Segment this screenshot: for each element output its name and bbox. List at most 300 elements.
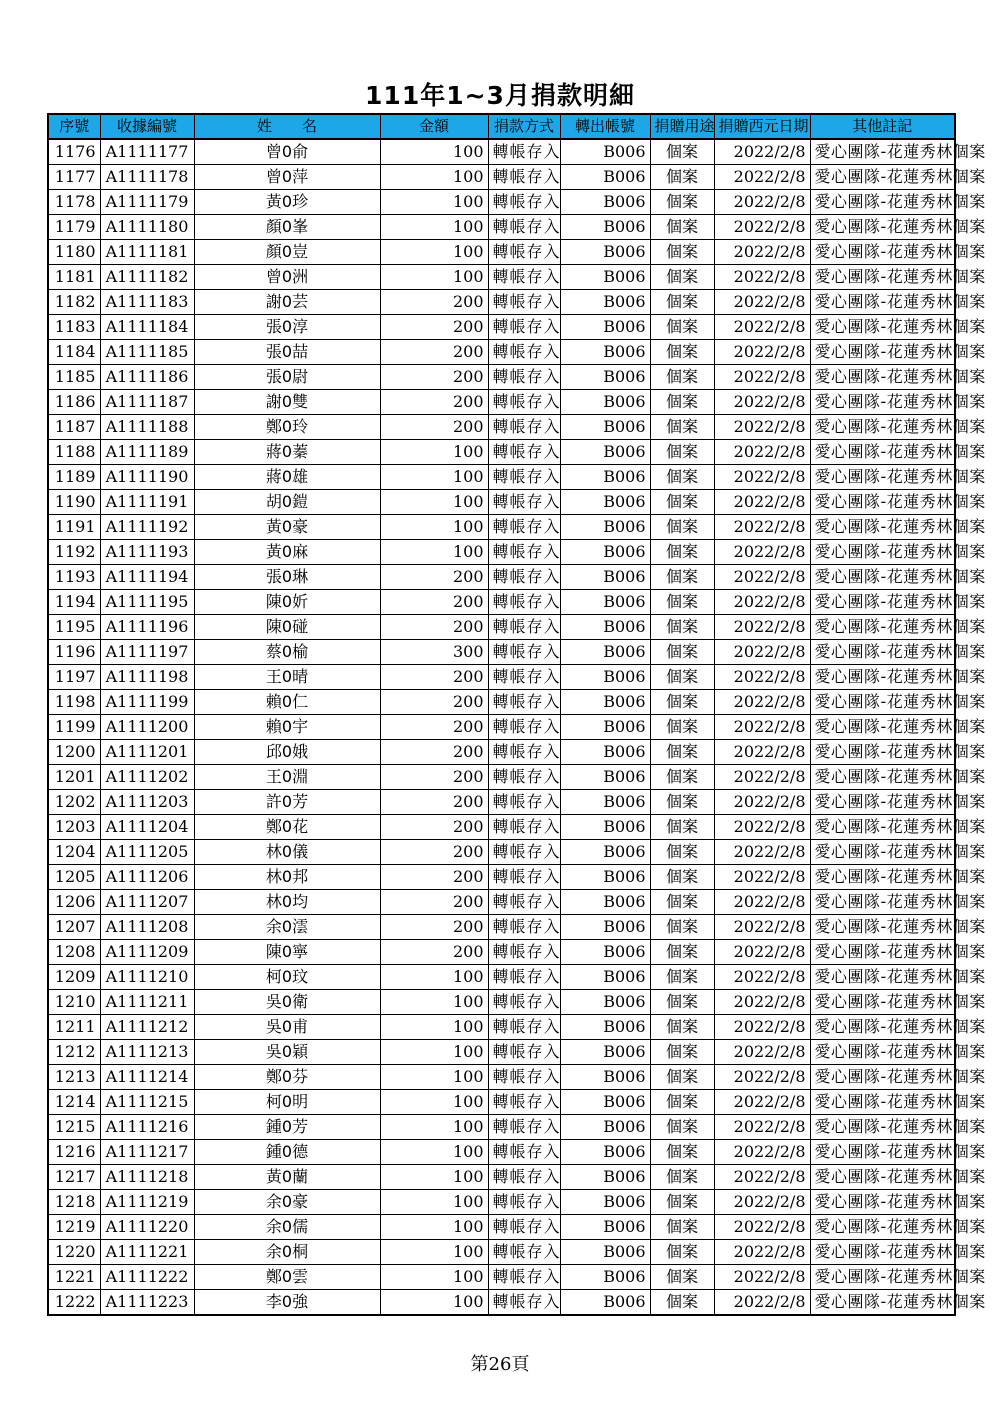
account-cell: B006 — [560, 965, 650, 990]
name-cell: 曾0俞 — [194, 139, 380, 165]
note-cell: 愛心團隊-花蓮秀林個案 — [810, 190, 955, 215]
method-cell: 轉帳存入 — [488, 540, 560, 565]
purpose-cell: 個案 — [650, 1215, 714, 1240]
date-cell: 2022/2/8 — [714, 1115, 810, 1140]
name-cell: 王0淵 — [194, 765, 380, 790]
date-cell: 2022/2/8 — [714, 240, 810, 265]
method-cell: 轉帳存入 — [488, 1040, 560, 1065]
name-cell: 顏0豈 — [194, 240, 380, 265]
header-name: 姓 名 — [194, 114, 380, 139]
note-cell: 愛心團隊-花蓮秀林個案 — [810, 415, 955, 440]
table-row — [48, 340, 955, 365]
date-cell: 2022/2/8 — [714, 865, 810, 890]
purpose-cell: 個案 — [650, 815, 714, 840]
table-row — [48, 1090, 955, 1115]
name-cell: 蔡0榆 — [194, 640, 380, 665]
method-cell: 轉帳存入 — [488, 440, 560, 465]
name-cell: 胡0鎧 — [194, 490, 380, 515]
method-cell: 轉帳存入 — [488, 740, 560, 765]
account-cell: B006 — [560, 690, 650, 715]
receipt-no-cell: A1111189 — [100, 440, 194, 465]
method-cell: 轉帳存入 — [488, 315, 560, 340]
amount-cell: 200 — [380, 940, 488, 965]
table-row — [48, 815, 955, 840]
account-cell: B006 — [560, 590, 650, 615]
table-row — [48, 715, 955, 740]
account-cell: B006 — [560, 915, 650, 940]
date-cell: 2022/2/8 — [714, 1140, 810, 1165]
table-row — [48, 240, 955, 265]
purpose-cell: 個案 — [650, 940, 714, 965]
table-row — [48, 1165, 955, 1190]
note-cell: 愛心團隊-花蓮秀林個案 — [810, 1040, 955, 1065]
table-row — [48, 1065, 955, 1090]
receipt-no-cell: A1111218 — [100, 1165, 194, 1190]
method-cell: 轉帳存入 — [488, 190, 560, 215]
date-cell: 2022/2/8 — [714, 765, 810, 790]
receipt-no-cell: A1111190 — [100, 465, 194, 490]
account-cell: B006 — [560, 139, 650, 165]
purpose-cell: 個案 — [650, 1115, 714, 1140]
date-cell: 2022/2/8 — [714, 265, 810, 290]
receipt-no-cell: A1111203 — [100, 790, 194, 815]
table-row — [48, 215, 955, 240]
note-cell: 愛心團隊-花蓮秀林個案 — [810, 215, 955, 240]
purpose-cell: 個案 — [650, 139, 714, 165]
table-row — [48, 990, 955, 1015]
table-row — [48, 390, 955, 415]
account-cell: B006 — [560, 290, 650, 315]
name-cell: 顏0峯 — [194, 215, 380, 240]
note-cell: 愛心團隊-花蓮秀林個案 — [810, 315, 955, 340]
account-cell: B006 — [560, 440, 650, 465]
amount-cell: 100 — [380, 1040, 488, 1065]
name-cell: 林0邦 — [194, 865, 380, 890]
note-cell: 愛心團隊-花蓮秀林個案 — [810, 1090, 955, 1115]
table-row — [48, 315, 955, 340]
date-cell: 2022/2/8 — [714, 390, 810, 415]
serial-cell: 1199 — [48, 715, 100, 740]
name-cell: 林0均 — [194, 890, 380, 915]
date-cell: 2022/2/8 — [714, 515, 810, 540]
method-cell: 轉帳存入 — [488, 165, 560, 190]
account-cell: B006 — [560, 615, 650, 640]
name-cell: 吳0甫 — [194, 1015, 380, 1040]
name-cell: 林0儀 — [194, 840, 380, 865]
purpose-cell: 個案 — [650, 715, 714, 740]
table-row — [48, 165, 955, 190]
amount-cell: 100 — [380, 240, 488, 265]
receipt-no-cell: A1111204 — [100, 815, 194, 840]
name-cell: 謝0雙 — [194, 390, 380, 415]
header-amount: 金額 — [380, 114, 488, 139]
name-cell: 賴0宇 — [194, 715, 380, 740]
table-row — [48, 1040, 955, 1065]
receipt-no-cell: A1111206 — [100, 865, 194, 890]
method-cell: 轉帳存入 — [488, 665, 560, 690]
name-cell: 許0芳 — [194, 790, 380, 815]
account-cell: B006 — [560, 1290, 650, 1316]
purpose-cell: 個案 — [650, 240, 714, 265]
amount-cell: 200 — [380, 340, 488, 365]
serial-cell: 1190 — [48, 490, 100, 515]
date-cell: 2022/2/8 — [714, 665, 810, 690]
table-row — [48, 665, 955, 690]
purpose-cell: 個案 — [650, 165, 714, 190]
purpose-cell: 個案 — [650, 990, 714, 1015]
method-cell: 轉帳存入 — [488, 715, 560, 740]
serial-cell: 1206 — [48, 890, 100, 915]
name-cell: 賴0仁 — [194, 690, 380, 715]
name-cell: 蔣0雄 — [194, 465, 380, 490]
note-cell: 愛心團隊-花蓮秀林個案 — [810, 540, 955, 565]
note-cell: 愛心團隊-花蓮秀林個案 — [810, 365, 955, 390]
receipt-no-cell: A1111195 — [100, 590, 194, 615]
purpose-cell: 個案 — [650, 415, 714, 440]
note-cell: 愛心團隊-花蓮秀林個案 — [810, 890, 955, 915]
receipt-no-cell: A1111219 — [100, 1190, 194, 1215]
method-cell: 轉帳存入 — [488, 965, 560, 990]
note-cell: 愛心團隊-花蓮秀林個案 — [810, 715, 955, 740]
table-row — [48, 965, 955, 990]
table-row — [48, 1115, 955, 1140]
method-cell: 轉帳存入 — [488, 1190, 560, 1215]
table-row — [48, 1265, 955, 1290]
purpose-cell: 個案 — [650, 565, 714, 590]
account-cell: B006 — [560, 740, 650, 765]
amount-cell: 200 — [380, 365, 488, 390]
method-cell: 轉帳存入 — [488, 1115, 560, 1140]
amount-cell: 200 — [380, 565, 488, 590]
receipt-no-cell: A1111207 — [100, 890, 194, 915]
purpose-cell: 個案 — [650, 465, 714, 490]
name-cell: 黃0蘭 — [194, 1165, 380, 1190]
purpose-cell: 個案 — [650, 540, 714, 565]
date-cell: 2022/2/8 — [714, 365, 810, 390]
note-cell: 愛心團隊-花蓮秀林個案 — [810, 840, 955, 865]
serial-cell: 1213 — [48, 1065, 100, 1090]
name-cell: 黃0豪 — [194, 515, 380, 540]
account-cell: B006 — [560, 940, 650, 965]
amount-cell: 100 — [380, 190, 488, 215]
amount-cell: 100 — [380, 1215, 488, 1240]
amount-cell: 100 — [380, 990, 488, 1015]
serial-cell: 1197 — [48, 665, 100, 690]
amount-cell: 100 — [380, 965, 488, 990]
method-cell: 轉帳存入 — [488, 865, 560, 890]
amount-cell: 100 — [380, 1240, 488, 1265]
account-cell: B006 — [560, 865, 650, 890]
purpose-cell: 個案 — [650, 840, 714, 865]
purpose-cell: 個案 — [650, 590, 714, 615]
purpose-cell: 個案 — [650, 1290, 714, 1316]
receipt-no-cell: A1111216 — [100, 1115, 194, 1140]
table-row — [48, 740, 955, 765]
name-cell: 余0儒 — [194, 1215, 380, 1240]
date-cell: 2022/2/8 — [714, 1015, 810, 1040]
account-cell: B006 — [560, 815, 650, 840]
serial-cell: 1177 — [48, 165, 100, 190]
table-row — [48, 290, 955, 315]
date-cell: 2022/2/8 — [714, 165, 810, 190]
receipt-no-cell: A1111221 — [100, 1240, 194, 1265]
note-cell: 愛心團隊-花蓮秀林個案 — [810, 740, 955, 765]
receipt-no-cell: A1111196 — [100, 615, 194, 640]
purpose-cell: 個案 — [650, 190, 714, 215]
date-cell: 2022/2/8 — [714, 415, 810, 440]
name-cell: 余0澐 — [194, 915, 380, 940]
serial-cell: 1211 — [48, 1015, 100, 1040]
serial-cell: 1192 — [48, 540, 100, 565]
method-cell: 轉帳存入 — [488, 265, 560, 290]
table-row — [48, 440, 955, 465]
receipt-no-cell: A1111208 — [100, 915, 194, 940]
table-row — [48, 1215, 955, 1240]
method-cell: 轉帳存入 — [488, 1015, 560, 1040]
name-cell: 曾0洲 — [194, 265, 380, 290]
purpose-cell: 個案 — [650, 390, 714, 415]
table-body — [48, 139, 986, 1315]
table-row — [48, 840, 955, 865]
serial-cell: 1188 — [48, 440, 100, 465]
receipt-no-cell: A1111181 — [100, 240, 194, 265]
table-row — [48, 765, 955, 790]
date-cell: 2022/2/8 — [714, 740, 810, 765]
account-cell: B006 — [560, 1040, 650, 1065]
purpose-cell: 個案 — [650, 640, 714, 665]
amount-cell: 100 — [380, 1190, 488, 1215]
date-cell: 2022/2/8 — [714, 1165, 810, 1190]
date-cell: 2022/2/8 — [714, 1190, 810, 1215]
account-cell: B006 — [560, 265, 650, 290]
amount-cell: 100 — [380, 1015, 488, 1040]
serial-cell: 1179 — [48, 215, 100, 240]
header-account: 轉出帳號 — [560, 114, 650, 139]
method-cell: 轉帳存入 — [488, 139, 560, 165]
amount-cell: 200 — [380, 715, 488, 740]
date-cell: 2022/2/8 — [714, 915, 810, 940]
serial-cell: 1198 — [48, 690, 100, 715]
amount-cell: 300 — [380, 640, 488, 665]
purpose-cell: 個案 — [650, 865, 714, 890]
name-cell: 鄭0花 — [194, 815, 380, 840]
purpose-cell: 個案 — [650, 1140, 714, 1165]
table-row — [48, 365, 955, 390]
note-cell: 愛心團隊-花蓮秀林個案 — [810, 515, 955, 540]
receipt-no-cell: A1111213 — [100, 1040, 194, 1065]
name-cell: 張0琳 — [194, 565, 380, 590]
table-row — [48, 940, 955, 965]
account-cell: B006 — [560, 1115, 650, 1140]
amount-cell: 200 — [380, 290, 488, 315]
date-cell: 2022/2/8 — [714, 1065, 810, 1090]
amount-cell: 200 — [380, 415, 488, 440]
date-cell: 2022/2/8 — [714, 215, 810, 240]
serial-cell: 1195 — [48, 615, 100, 640]
name-cell: 陳0寧 — [194, 940, 380, 965]
table-row — [48, 190, 955, 215]
account-cell: B006 — [560, 190, 650, 215]
note-cell: 愛心團隊-花蓮秀林個案 — [810, 490, 955, 515]
purpose-cell: 個案 — [650, 315, 714, 340]
table-row — [48, 590, 955, 615]
method-cell: 轉帳存入 — [488, 240, 560, 265]
purpose-cell: 個案 — [650, 1165, 714, 1190]
account-cell: B006 — [560, 1240, 650, 1265]
serial-cell: 1189 — [48, 465, 100, 490]
amount-cell: 200 — [380, 790, 488, 815]
serial-cell: 1214 — [48, 1090, 100, 1115]
purpose-cell: 個案 — [650, 1090, 714, 1115]
note-cell: 愛心團隊-花蓮秀林個案 — [810, 1140, 955, 1165]
account-cell: B006 — [560, 1215, 650, 1240]
account-cell: B006 — [560, 1140, 650, 1165]
date-cell: 2022/2/8 — [714, 640, 810, 665]
table-row — [48, 865, 955, 890]
purpose-cell: 個案 — [650, 1190, 714, 1215]
account-cell: B006 — [560, 990, 650, 1015]
account-cell: B006 — [560, 715, 650, 740]
note-cell: 愛心團隊-花蓮秀林個案 — [810, 465, 955, 490]
method-cell: 轉帳存入 — [488, 940, 560, 965]
table-row — [48, 690, 955, 715]
method-cell: 轉帳存入 — [488, 1240, 560, 1265]
date-cell: 2022/2/8 — [714, 840, 810, 865]
name-cell: 李0強 — [194, 1290, 380, 1316]
method-cell: 轉帳存入 — [488, 465, 560, 490]
note-cell: 愛心團隊-花蓮秀林個案 — [810, 640, 955, 665]
note-cell: 愛心團隊-花蓮秀林個案 — [810, 590, 955, 615]
purpose-cell: 個案 — [650, 690, 714, 715]
account-cell: B006 — [560, 390, 650, 415]
date-cell: 2022/2/8 — [714, 1090, 810, 1115]
table-row — [48, 615, 955, 640]
name-cell: 王0晴 — [194, 665, 380, 690]
note-cell: 愛心團隊-花蓮秀林個案 — [810, 165, 955, 190]
serial-cell: 1212 — [48, 1040, 100, 1065]
note-cell: 愛心團隊-花蓮秀林個案 — [810, 765, 955, 790]
receipt-no-cell: A1111177 — [100, 139, 194, 165]
account-cell: B006 — [560, 340, 650, 365]
page-number: 第26頁 — [470, 1354, 530, 1375]
receipt-no-cell: A1111191 — [100, 490, 194, 515]
date-cell: 2022/2/8 — [714, 465, 810, 490]
name-cell: 柯0明 — [194, 1090, 380, 1115]
note-cell: 愛心團隊-花蓮秀林個案 — [810, 865, 955, 890]
note-cell: 愛心團隊-花蓮秀林個案 — [810, 340, 955, 365]
date-cell: 2022/2/8 — [714, 565, 810, 590]
receipt-no-cell: A1111212 — [100, 1015, 194, 1040]
receipt-no-cell: A1111211 — [100, 990, 194, 1015]
method-cell: 轉帳存入 — [488, 840, 560, 865]
account-cell: B006 — [560, 1065, 650, 1090]
note-cell: 愛心團隊-花蓮秀林個案 — [810, 665, 955, 690]
note-cell: 愛心團隊-花蓮秀林個案 — [810, 615, 955, 640]
date-cell: 2022/2/8 — [714, 790, 810, 815]
method-cell: 轉帳存入 — [488, 490, 560, 515]
amount-cell: 200 — [380, 665, 488, 690]
account-cell: B006 — [560, 415, 650, 440]
name-cell: 余0桐 — [194, 1240, 380, 1265]
method-cell: 轉帳存入 — [488, 415, 560, 440]
header-note: 其他註記 — [810, 114, 955, 139]
receipt-no-cell: A1111198 — [100, 665, 194, 690]
receipt-no-cell: A1111202 — [100, 765, 194, 790]
name-cell: 張0淳 — [194, 315, 380, 340]
receipt-no-cell: A1111192 — [100, 515, 194, 540]
receipt-no-cell: A1111199 — [100, 690, 194, 715]
table-row — [48, 1240, 955, 1265]
date-cell: 2022/2/8 — [714, 890, 810, 915]
receipt-no-cell: A1111201 — [100, 740, 194, 765]
name-cell: 曾0萍 — [194, 165, 380, 190]
note-cell: 愛心團隊-花蓮秀林個案 — [810, 390, 955, 415]
account-cell: B006 — [560, 840, 650, 865]
name-cell: 張0喆 — [194, 340, 380, 365]
serial-cell: 1216 — [48, 1140, 100, 1165]
purpose-cell: 個案 — [650, 915, 714, 940]
account-cell: B006 — [560, 240, 650, 265]
amount-cell: 100 — [380, 1090, 488, 1115]
table-row — [48, 1290, 955, 1316]
account-cell: B006 — [560, 465, 650, 490]
account-cell: B006 — [560, 365, 650, 390]
name-cell: 邱0娥 — [194, 740, 380, 765]
header-date: 捐贈西元日期 — [714, 114, 810, 139]
account-cell: B006 — [560, 1265, 650, 1290]
receipt-no-cell: A1111214 — [100, 1065, 194, 1090]
method-cell: 轉帳存入 — [488, 1165, 560, 1190]
serial-cell: 1217 — [48, 1165, 100, 1190]
name-cell: 鄭0雲 — [194, 1265, 380, 1290]
date-cell: 2022/2/8 — [714, 815, 810, 840]
table-row — [48, 139, 955, 165]
purpose-cell: 個案 — [650, 490, 714, 515]
account-cell: B006 — [560, 565, 650, 590]
table-row — [48, 640, 955, 665]
table-row — [48, 890, 955, 915]
receipt-no-cell: A1111187 — [100, 390, 194, 415]
amount-cell: 200 — [380, 815, 488, 840]
name-cell: 柯0玟 — [194, 965, 380, 990]
method-cell: 轉帳存入 — [488, 615, 560, 640]
amount-cell: 200 — [380, 765, 488, 790]
date-cell: 2022/2/8 — [714, 715, 810, 740]
table-row — [48, 565, 955, 590]
date-cell: 2022/2/8 — [714, 290, 810, 315]
name-cell: 蔣0蓁 — [194, 440, 380, 465]
method-cell: 轉帳存入 — [488, 640, 560, 665]
serial-cell: 1220 — [48, 1240, 100, 1265]
account-cell: B006 — [560, 165, 650, 190]
amount-cell: 200 — [380, 865, 488, 890]
note-cell: 愛心團隊-花蓮秀林個案 — [810, 965, 955, 990]
note-cell: 愛心團隊-花蓮秀林個案 — [810, 990, 955, 1015]
serial-cell: 1182 — [48, 290, 100, 315]
purpose-cell: 個案 — [650, 965, 714, 990]
note-cell: 愛心團隊-花蓮秀林個案 — [810, 1215, 955, 1240]
table-row — [48, 515, 955, 540]
date-cell: 2022/2/8 — [714, 1215, 810, 1240]
amount-cell: 100 — [380, 139, 488, 165]
date-cell: 2022/2/8 — [714, 315, 810, 340]
purpose-cell: 個案 — [650, 665, 714, 690]
date-cell: 2022/2/8 — [714, 590, 810, 615]
receipt-no-cell: A1111180 — [100, 215, 194, 240]
amount-cell: 100 — [380, 1265, 488, 1290]
receipt-no-cell: A1111215 — [100, 1090, 194, 1115]
table-header-row — [48, 114, 955, 139]
